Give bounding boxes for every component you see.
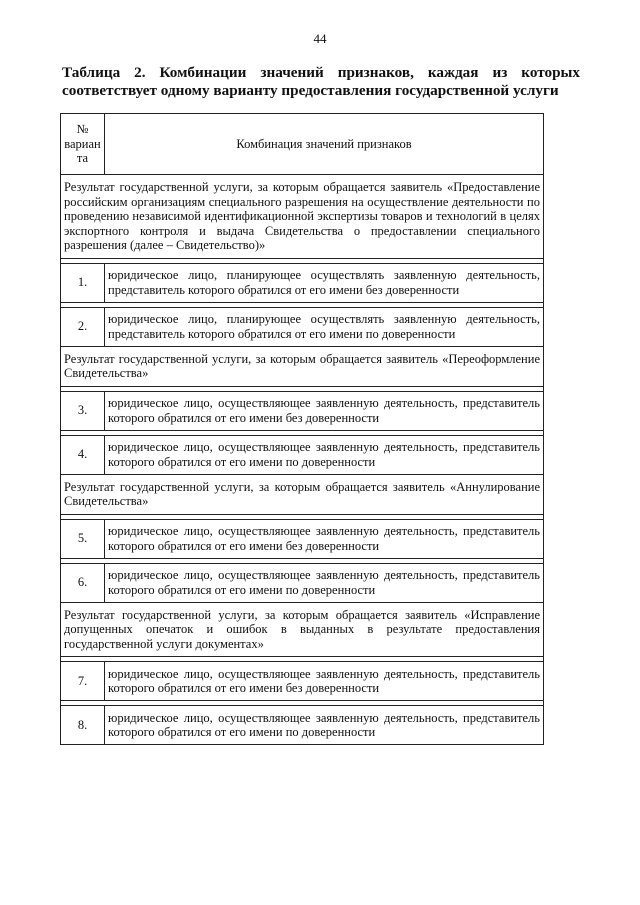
variant-combination: юридическое лицо, осуществляющее заявленную деятельность, представитель которого обратился от его имени по доверенности	[105, 706, 544, 745]
table-header-row	[61, 114, 544, 175]
table-row	[61, 391, 544, 430]
header-number: № вариан та	[61, 114, 105, 175]
group-heading-row	[61, 602, 544, 657]
variant-number: 2.	[61, 307, 105, 346]
variant-combination: юридическое лицо, планирующее осуществлять заявленную деятельность, представитель которого обратился от его имени по доверенности	[105, 307, 544, 346]
table-row	[61, 662, 544, 701]
table-row	[61, 263, 544, 302]
table-row	[61, 519, 544, 558]
group-heading: Результат государственной услуги, за которым обращается заявитель «Предоставление российским организациям специального разрешения на осуществление деятельности по проведению независимой идентификационной экспертизы товаров и технологий в целях экспортного контроля и выдача Свидетельства о предоставлении специального разрешения (далее – Свидетельство)»	[61, 175, 544, 259]
group-heading-row	[61, 474, 544, 514]
group-heading: Результат государственной услуги, за которым обращается заявитель «Исправление допущенных опечаток и ошибок в выданных в результате предоставления государственной услуги документах»	[61, 602, 544, 657]
page-number: 44	[313, 31, 327, 46]
variant-combination: юридическое лицо, осуществляющее заявленную деятельность, представитель которого обратился от его имени без доверенности	[105, 519, 544, 558]
variant-number: 7.	[61, 662, 105, 701]
variant-number: 5.	[61, 519, 105, 558]
header-combination: Комбинация значений признаков	[105, 114, 544, 175]
variant-number: 4.	[61, 435, 105, 474]
variant-number: 6.	[61, 563, 105, 602]
table-row	[61, 307, 544, 346]
variant-combination: юридическое лицо, осуществляющее заявленную деятельность, представитель которого обратился от его имени по доверенности	[105, 563, 544, 602]
table-row	[61, 706, 544, 745]
group-heading: Результат государственной услуги, за которым обращается заявитель «Аннулирование Свидетельства»	[61, 474, 544, 514]
variant-combination: юридическое лицо, осуществляющее заявленную деятельность, представитель которого обратился от его имени по доверенности	[105, 435, 544, 474]
group-heading: Результат государственной услуги, за которым обращается заявитель «Переоформление Свидетельства»	[61, 346, 544, 386]
variant-number: 8.	[61, 706, 105, 745]
variant-number: 3.	[61, 391, 105, 430]
variant-combination: юридическое лицо, планирующее осуществлять заявленную деятельность, представитель которого обратился от его имени без доверенности	[105, 263, 544, 302]
variants-table	[60, 113, 544, 745]
table-title: Таблица 2. Комбинации значений признаков, каждая из которых соответствует одному варианту предоставления государственной услуги	[62, 64, 580, 99]
variant-number: 1.	[61, 263, 105, 302]
table-row	[61, 435, 544, 474]
variant-combination: юридическое лицо, осуществляющее заявленную деятельность, представитель которого обратился от его имени без доверенности	[105, 662, 544, 701]
group-heading-row	[61, 175, 544, 259]
group-heading-row	[61, 346, 544, 386]
table-row	[61, 563, 544, 602]
variant-combination: юридическое лицо, осуществляющее заявленную деятельность, представитель которого обратился от его имени без доверенности	[105, 391, 544, 430]
